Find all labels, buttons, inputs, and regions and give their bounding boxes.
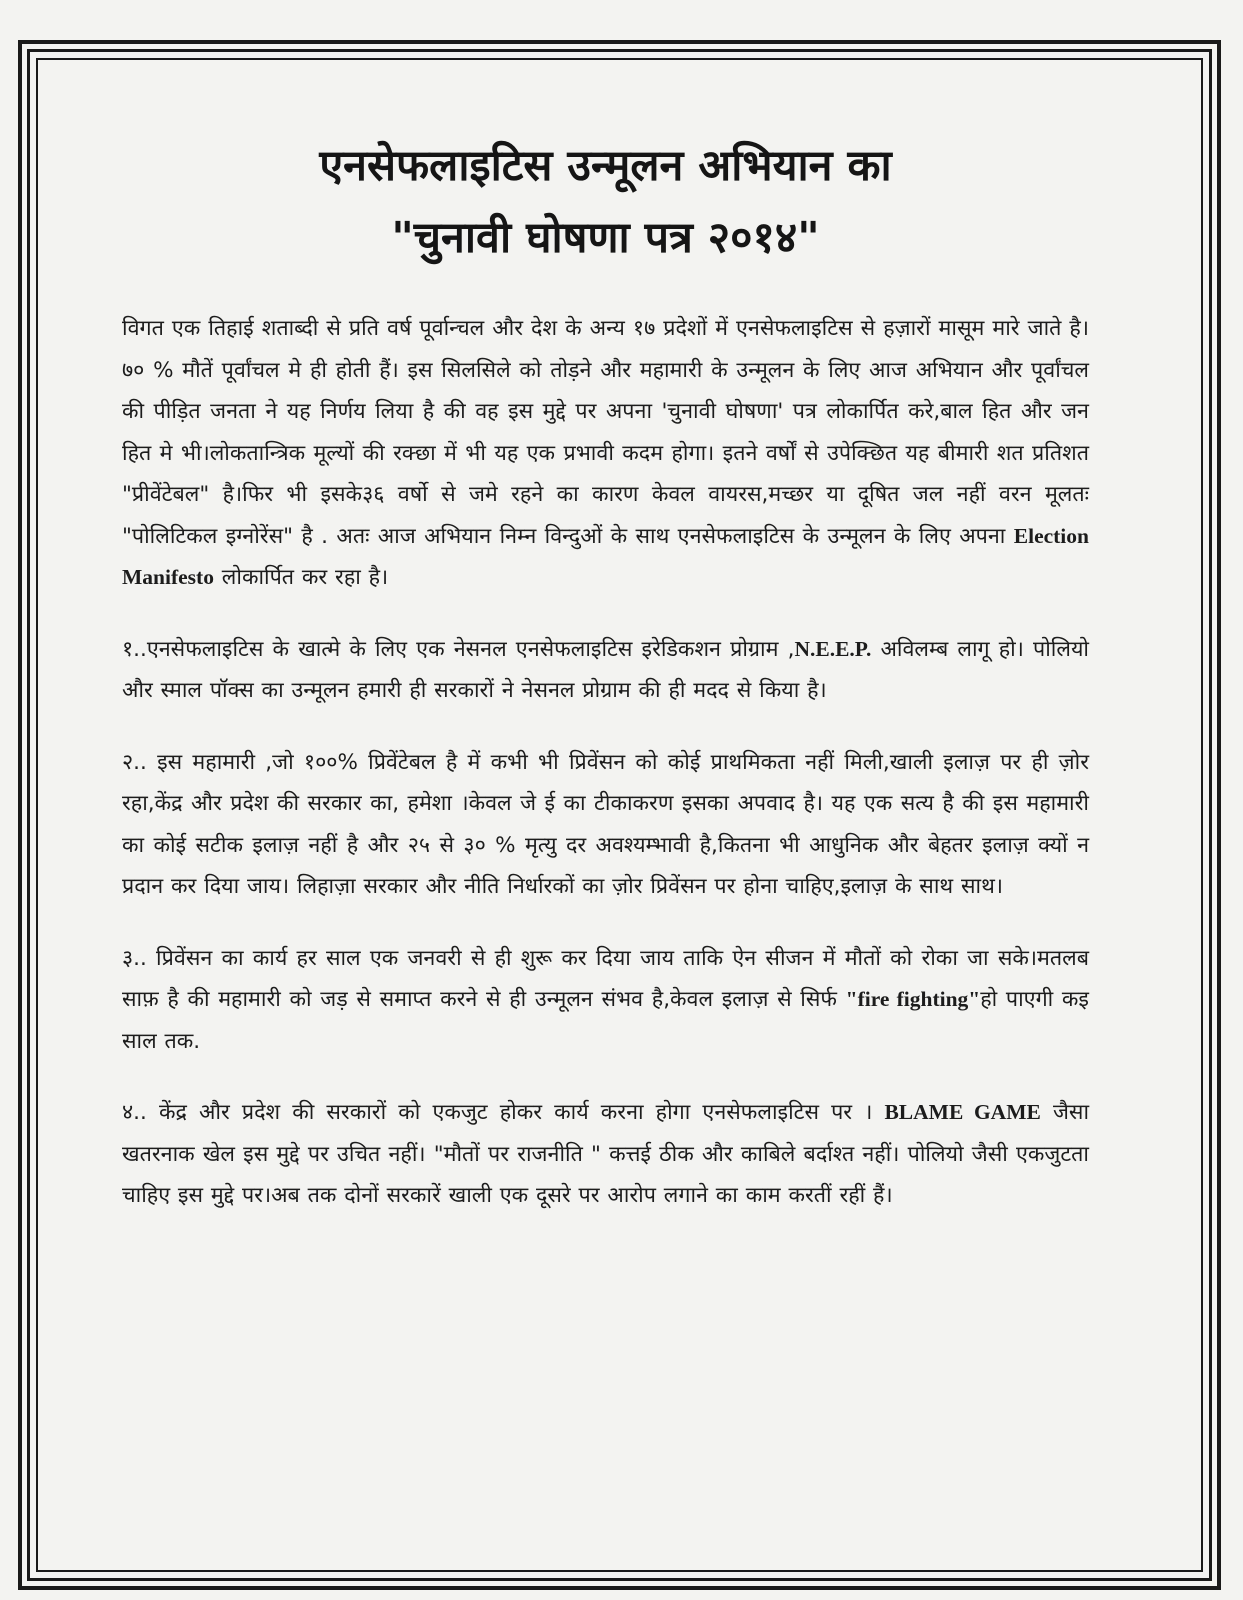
point-4-text: ४.. केंद्र और प्रदेश की सरकारों को एकजुट होकर कार्य करना होगा एनसेफलाइटिस पर । bbox=[122, 1100, 873, 1125]
point-2-paragraph bbox=[122, 742, 1089, 908]
point-4-term: BLAME GAME bbox=[884, 1100, 1041, 1124]
point-3-paragraph bbox=[122, 938, 1089, 1063]
intro-paragraph bbox=[122, 308, 1089, 599]
point-1-tail: अविलम्ब लागू हो। पोलियो और स्माल पॉक्स का उन्मूलन हमारी ही सरकारों ने नेसनल प्रोग्राम की ही मदद से किया है। bbox=[122, 636, 1089, 703]
intro-tail: लोकार्पित कर रहा है। bbox=[221, 565, 389, 590]
intro-manifesto-term: Election Manifesto bbox=[122, 523, 1089, 589]
point-2-text: २.. इस महामारी ,जो १००% प्रिवेंटेबल है में कभी भी प्रिवेंसन को कोई प्राथमिकता नहीं मिली,खाली इलाज़ पर ही ज़ोर रहा,केंद्र और प्रदेश की सरकार का, हमेशा ।केवल जे ई का टीकाकरण इसका अपवाद है। यह एक सत्य है की इस महामारी का कोई सटीक इलाज़ नहीं है और २५ से ३० % मृत्यु दर अवश्यम्भावी है,कितना भी आधुनिक और बेहतर इलाज़ क्यों न प्रदान कर दिया जाय। लिहाज़ा सरकार और नीति निर्धारकों का ज़ोर प्रिवेंसन पर होना चाहिए,इलाज़ के साथ साथ। bbox=[122, 749, 1089, 899]
point-4-paragraph bbox=[122, 1092, 1089, 1217]
point-1-abbr: N.E.E.P. bbox=[794, 636, 872, 661]
point-1-text: १..एनसेफलाइटिस के खात्मे के लिए एक नेसनल एनसेफलाइटिस इरेडिकशन प्रोग्राम , bbox=[122, 636, 795, 662]
document-page bbox=[46, 68, 1193, 1562]
point-3-text: ३.. प्रिवेंसन का कार्य हर साल एक जनवरी से ही शुरू कर दिया जाय ताकि ऐन सीजन में मौतों को रोका जा सके।मतलब साफ़ है की महामारी को जड़ से समाप्त करने से ही उन्मूलन संभव है,केवल इलाज़ से सिर्फ bbox=[122, 945, 1089, 1012]
point-1-paragraph bbox=[122, 629, 1089, 712]
point-4-tail: जैसा खतरनाक खेल इस मुद्दे पर उचित नहीं। "मौतों पर राजनीति " कत्तई ठीक और काबिले बर्दाश्त नहीं। पोलियो जैसी एकजुटता चाहिए इस मुद्दे पर।अब तक दोनों सरकारें खाली एक दूसरे पर आरोप लगाने का काम करतीं रहीं हैं। bbox=[122, 1100, 1090, 1208]
point-3-quote: "fire fighting" bbox=[845, 987, 981, 1011]
intro-text: विगत एक तिहाई शताब्दी से प्रति वर्ष पूर्वान्चल और देश के अन्य १७ प्रदेशों में एनसेफलाइटिस से हज़ारों मासूम मारे जाते है।७० % मौतें पूर्वांचल मे ही होती हैं। इस सिलसिले को तोड़ने और महामारी के उन्मूलन के लिए आज अभियान और पूर्वांचल की पीड़ित जनता ने यह निर्णय लिया है की वह इस मुद्दे पर अपना 'चुनावी घोषणा' पत्र लोकार्पित करे,बाल हित और जन हित मे भी।लोकतान्त्रिक मूल्यों की रक्छा में भी यह एक प्रभावी कदम होगा। इतने वर्षों से उपेक्छित यह बीमारी शत प्रतिशत "प्रीवेंटेबल" है।फिर भी इसके३६ वर्षो से जमे रहने का कारण केवल वायरस,मच्छर या दूषित जल नहीं वरन मूलतः "पोलिटिकल इग्नोरेंस" है . अतः आज अभियान निम्न विन्दुओं के साथ एनसेफलाइटिस के उन्मूलन के लिए अपना bbox=[122, 316, 1089, 549]
document-title bbox=[122, 130, 1089, 274]
point-3-tail: हो पाएगी कइ साल तक. bbox=[122, 987, 1089, 1054]
title-line-2: "चुनावी घोषणा पत्र २०१४" bbox=[391, 213, 820, 263]
title-line-1: एनसेफलाइटिस उन्मूलन अभियान का bbox=[319, 141, 892, 191]
